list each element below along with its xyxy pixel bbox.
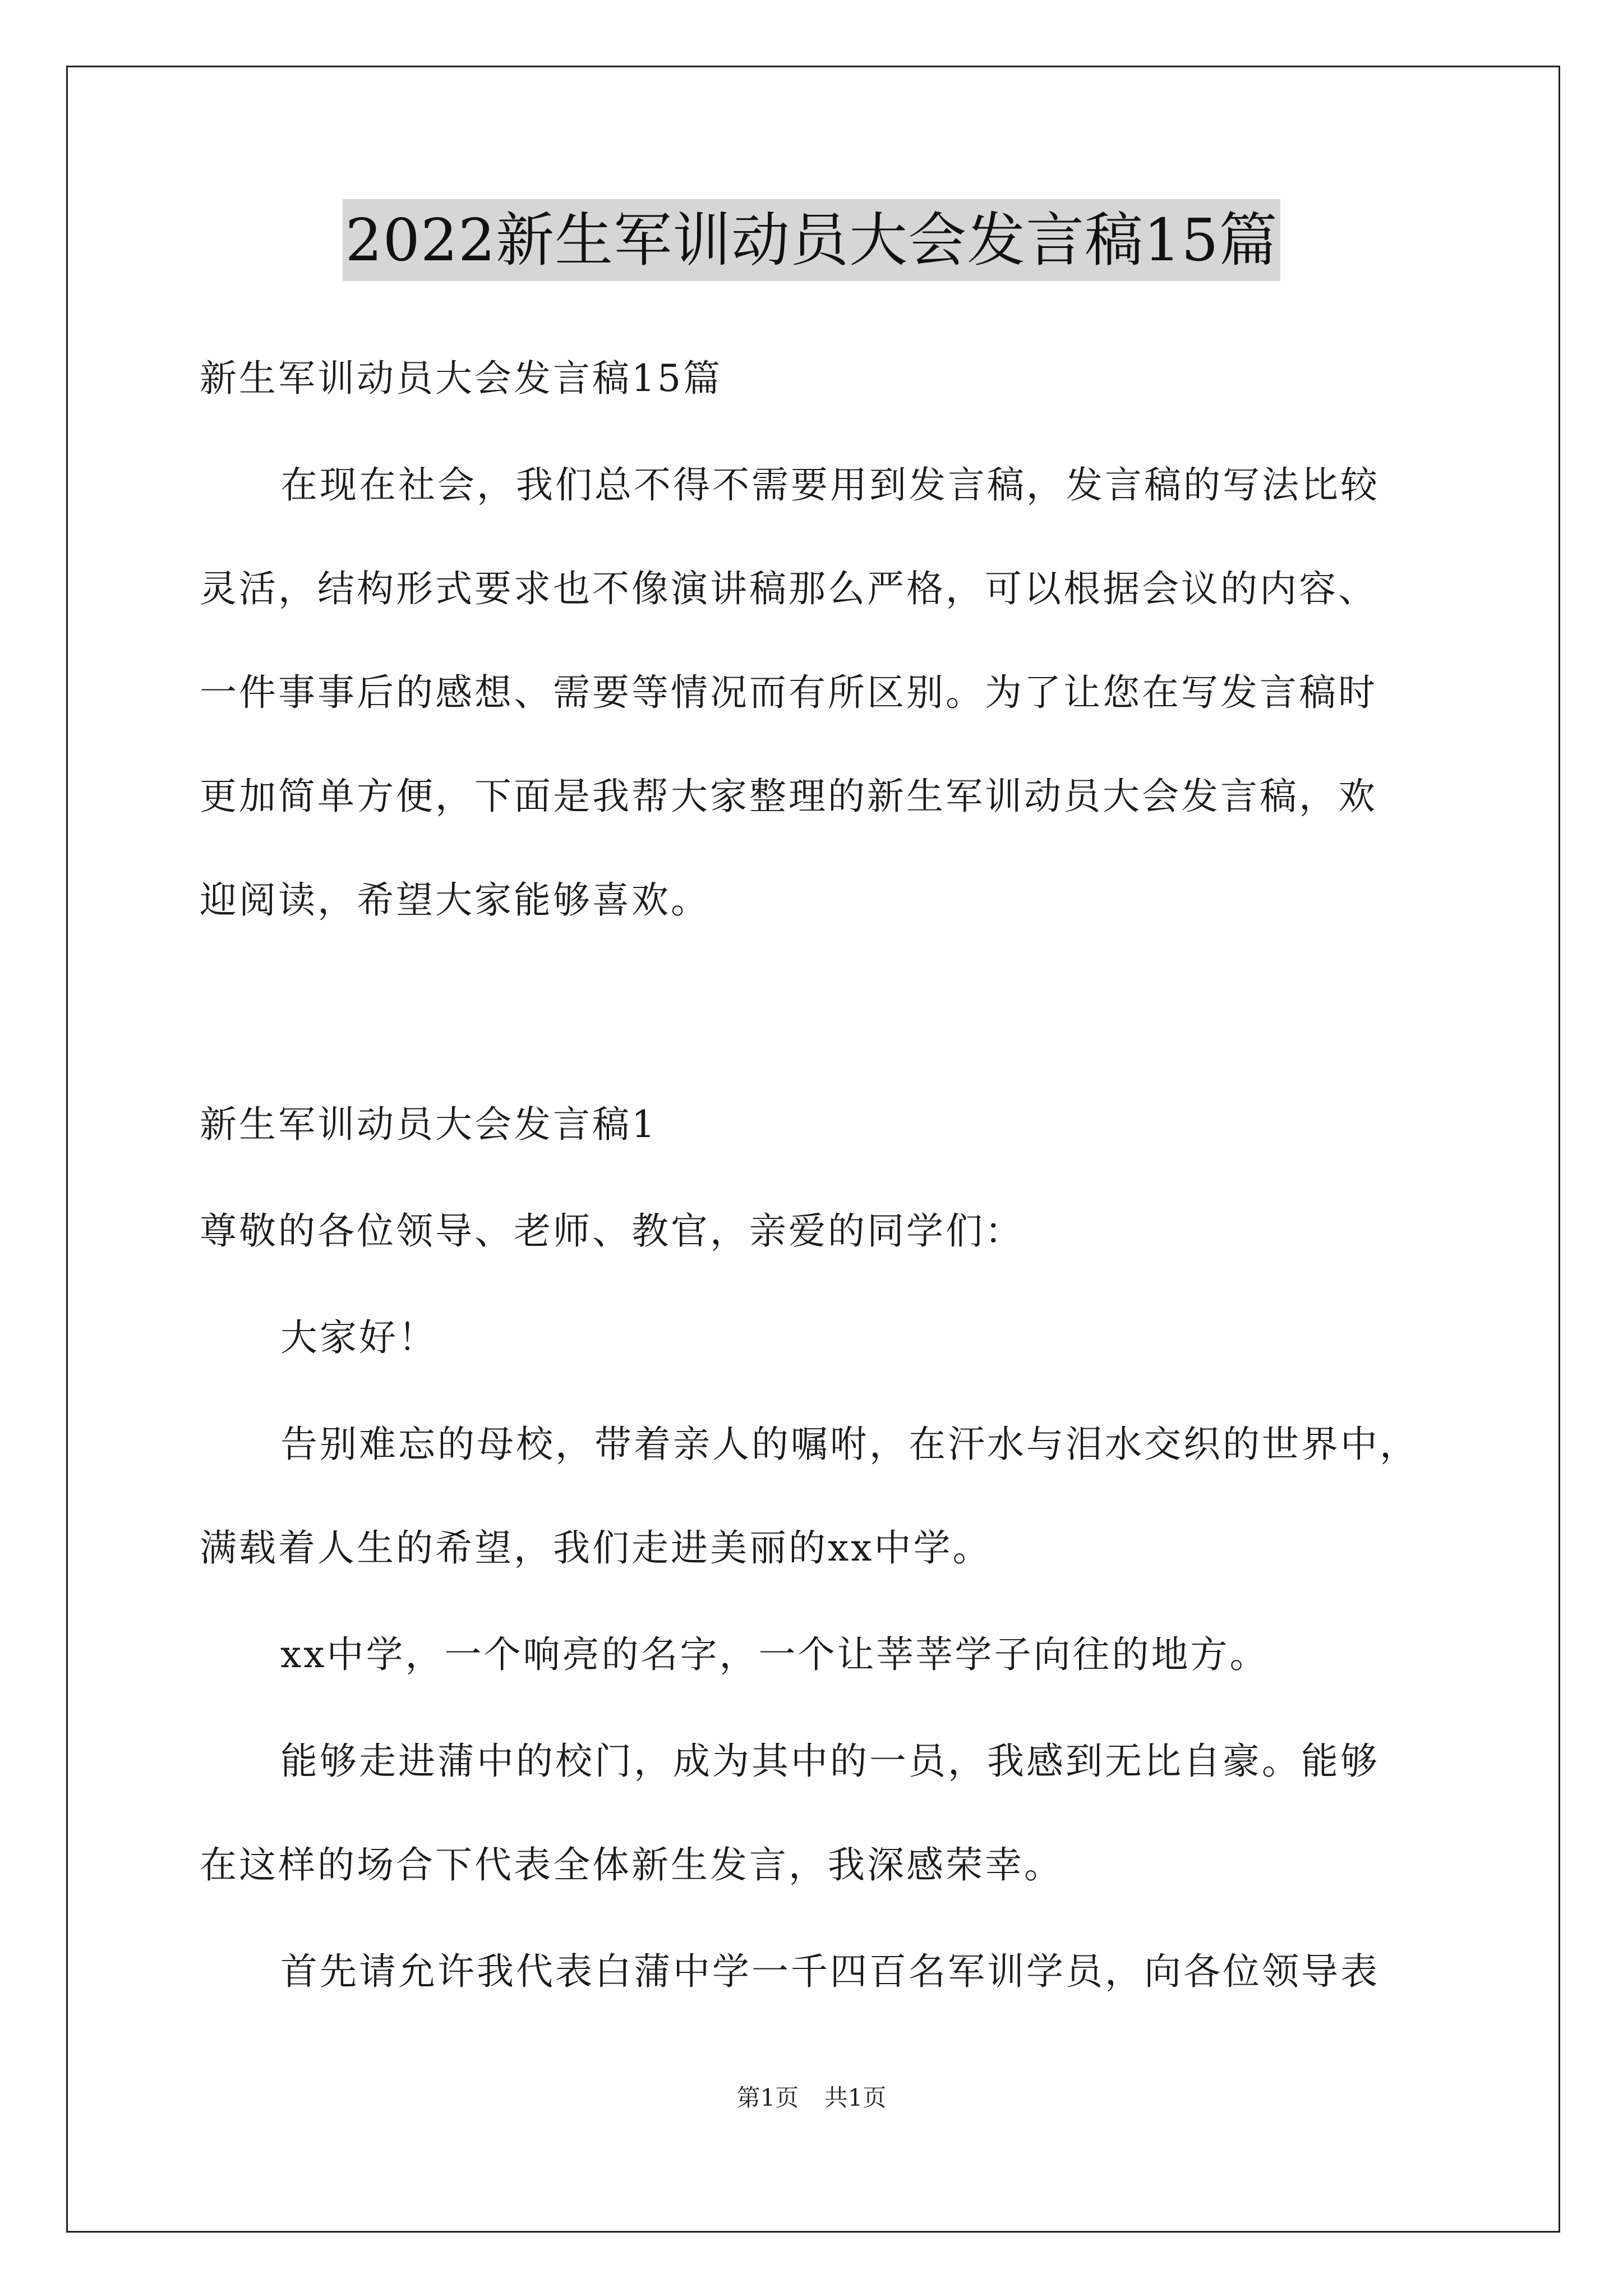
intro-line-4: 更加简单方便，下面是我帮大家整理的新生军训动员大会发言稿，欢 — [200, 775, 1377, 818]
body-line-1: 告别难忘的母校，带着亲人的嘱咐，在汗水与泪水交织的世界中， — [280, 1423, 1419, 1466]
intro-line-3: 一件事事后的感想、需要等情况而有所区别。为了让您在写发言稿时 — [200, 671, 1377, 714]
intro-line-2: 灵活，结构形式要求也不像演讲稿那么严格，可以根据会议的内容、 — [200, 567, 1377, 610]
subtitle: 新生军训动员大会发言稿15篇 — [200, 357, 722, 400]
document-title: 2022新生军训动员大会发言稿15篇 — [343, 199, 1280, 281]
greeting: 大家好！ — [280, 1316, 437, 1359]
body-line-5: 在这样的场合下代表全体新生发言，我深感荣幸。 — [200, 1843, 1063, 1887]
body-line-4: 能够走进蒲中的校门，成为其中的一员，我感到无比自豪。能够 — [280, 1740, 1380, 1783]
page-number: 第1页 — [736, 2084, 799, 2111]
intro-line-1: 在现在社会，我们总不得不需要用到发言稿，发言稿的写法比较 — [280, 463, 1380, 507]
page-total: 共1页 — [824, 2084, 887, 2111]
intro-line-5: 迎阅读，希望大家能够喜欢。 — [200, 878, 710, 922]
body-line-6: 首先请允许我代表白蒲中学一千四百名军训学员，向各位领导表 — [280, 1950, 1380, 1993]
body-line-3: xx中学，一个响亮的名字，一个让莘莘学子向往的地方。 — [280, 1633, 1269, 1676]
section-heading: 新生军训动员大会发言稿1 — [200, 1103, 657, 1146]
salutation: 尊敬的各位领导、老师、教官，亲爱的同学们： — [200, 1209, 1024, 1253]
body-line-2: 满载着人生的希望，我们走进美丽的xx中学。 — [200, 1526, 992, 1570]
title-block — [0, 199, 1623, 281]
page-footer — [0, 2081, 1623, 2115]
